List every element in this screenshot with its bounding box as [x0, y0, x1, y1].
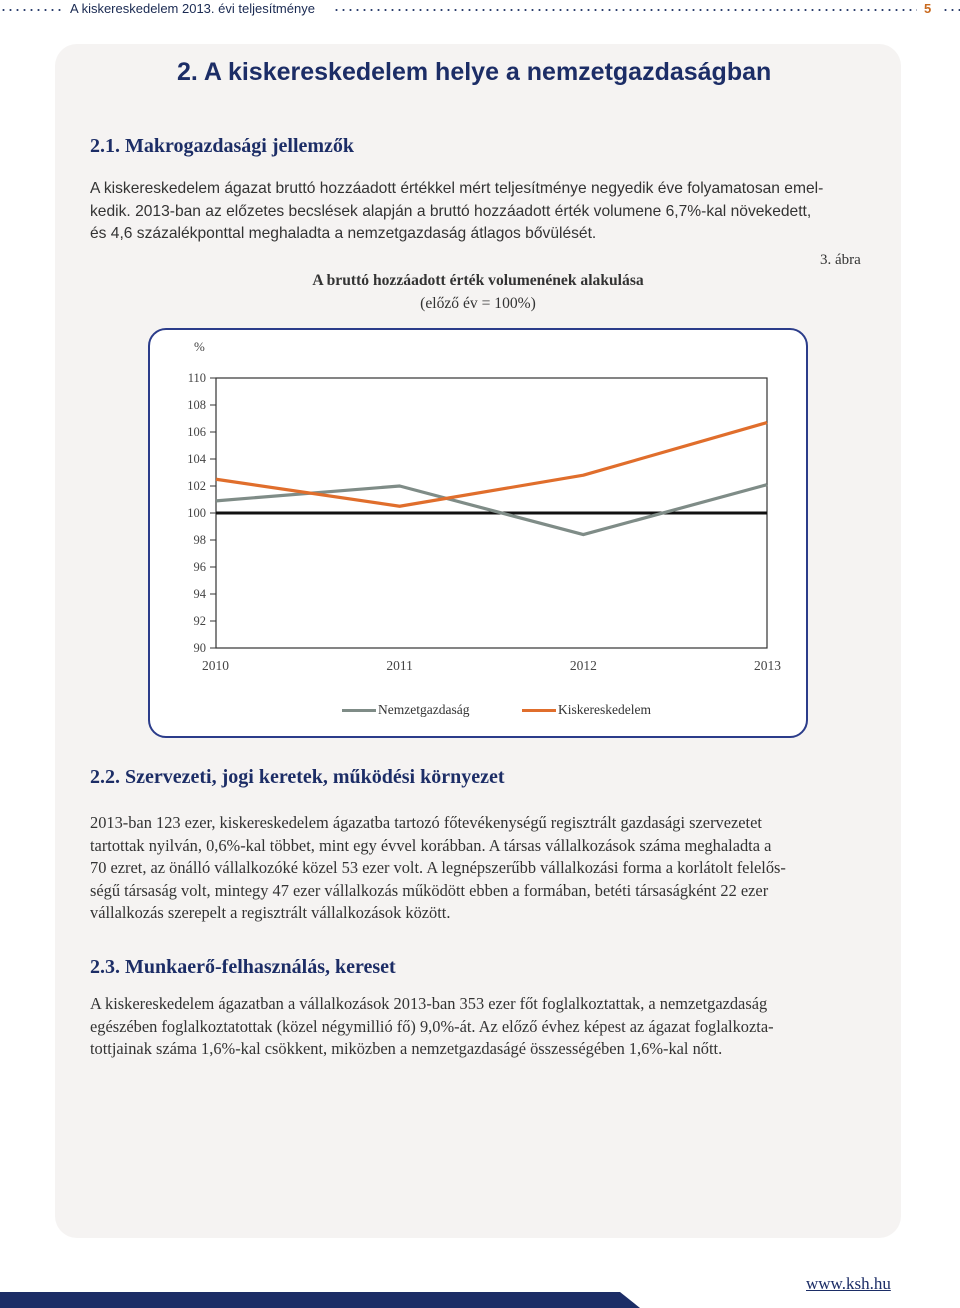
- x-tick-label: 2011: [386, 658, 413, 673]
- legend-item-kiskereskedelem: [522, 702, 651, 720]
- legend-label: Kiskereskedelem: [558, 702, 651, 717]
- paragraph-line: kedik. 2013-ban az előzetes becslések alapján a bruttó hozzáadott érték volumene 6,7%-kal növekedett,: [90, 202, 812, 220]
- ksh-website-link[interactable]: www.ksh.hu: [806, 1274, 891, 1293]
- paragraph-line: A kiskereskedelem ágazat bruttó hozzáadott értékkel mért teljesítménye negyedik éve folyamatosan emel-: [90, 180, 824, 197]
- y-tick-label: 92: [193, 614, 206, 628]
- x-tick-label: 2012: [569, 658, 597, 673]
- figure-number: 3. ábra: [820, 252, 861, 268]
- y-tick-label: 102: [187, 479, 206, 493]
- paragraph-line: A kiskereskedelem ágazatban a vállalkozások 2013-ban 353 ezer főt foglalkoztattak, a nemzetgazdaság: [90, 994, 768, 1013]
- series-lines: [216, 423, 767, 535]
- axes: [187, 371, 781, 673]
- y-tick-label: 106: [187, 425, 206, 439]
- y-tick-label: 110: [187, 371, 206, 385]
- page-number: 5: [924, 1, 932, 16]
- footer-bar: [0, 1292, 640, 1308]
- legend-swatch: [522, 709, 556, 712]
- running-header-title: A kiskereskedelem 2013. évi teljesítménye: [70, 1, 315, 16]
- legend-item-nemzetgazdasag: [342, 702, 469, 720]
- section-heading-2-2: 2.2. Szervezeti, jogi keretek, működési környezet: [90, 766, 505, 788]
- paragraph-line: vállalkozás szerepelt a regisztrált vállalkozások között.: [90, 903, 451, 922]
- paragraph-line: tartottak nyilván, 0,6%-kal többet, mint egy évvel korábban. A társas vállalkozások száma meghaladta a: [90, 835, 772, 855]
- paragraph-line: egészében foglalkoztatottak (közel négymillió fő) 9,0%-át. Az előző évhez képest az ágazat foglalkozta-: [90, 1016, 774, 1036]
- section-heading-2-1: 2.1. Makrogazdasági jellemzők: [90, 135, 355, 157]
- section-2-2-paragraph: [90, 812, 868, 925]
- y-tick-label: 96: [193, 560, 206, 574]
- y-tick-label: 104: [187, 452, 206, 466]
- section-heading-2-3: 2.3. Munkaerő-felhasználás, kereset: [90, 956, 396, 978]
- legend-label: Nemzetgazdaság: [378, 702, 470, 717]
- paragraph-line: 70 ezret, az önálló vállalkozóké közel 53 ezer volt. A legnépszerűbb vállalkozási forma a korlátolt felelős-: [90, 858, 786, 877]
- y-tick-label: 100: [187, 506, 206, 520]
- paragraph-line: és 4,6 százalékponttal meghaladta a nemzetgazdaság átlagos bővülését.: [90, 225, 597, 242]
- y-tick-label: 90: [193, 641, 206, 655]
- paragraph-line: tottjainak száma 1,6%-kal csökkent, miközben a nemzetgazdaságé összességében 1,6%-kal nőtt.: [90, 1039, 723, 1058]
- x-tick-label: 2013: [754, 658, 781, 673]
- y-axis-label: %: [194, 339, 205, 354]
- legend-swatch: [342, 709, 376, 712]
- y-tick-label: 108: [187, 398, 206, 412]
- figure-title: A bruttó hozzáadott érték volumenének alakulása: [312, 272, 644, 289]
- figure-subtitle: (előző év = 100%): [420, 295, 536, 312]
- section-2-3-paragraph: [90, 993, 868, 1061]
- paragraph-line: ségű társaság volt, mintegy 47 ezer vállalkozás működött ebben a formában, betéti társaságként 22 ezer: [90, 880, 769, 900]
- x-tick-label: 2010: [202, 658, 229, 673]
- paragraph-line: 2013-ban 123 ezer, kiskereskedelem ágazatba tartozó főtevékenységű regisztrált gazdasági szervezetet: [90, 813, 762, 832]
- y-tick-label: 94: [193, 587, 206, 601]
- chapter-heading: 2. A kiskereskedelem helye a nemzetgazdaságban: [177, 58, 772, 86]
- y-tick-label: 98: [193, 533, 206, 547]
